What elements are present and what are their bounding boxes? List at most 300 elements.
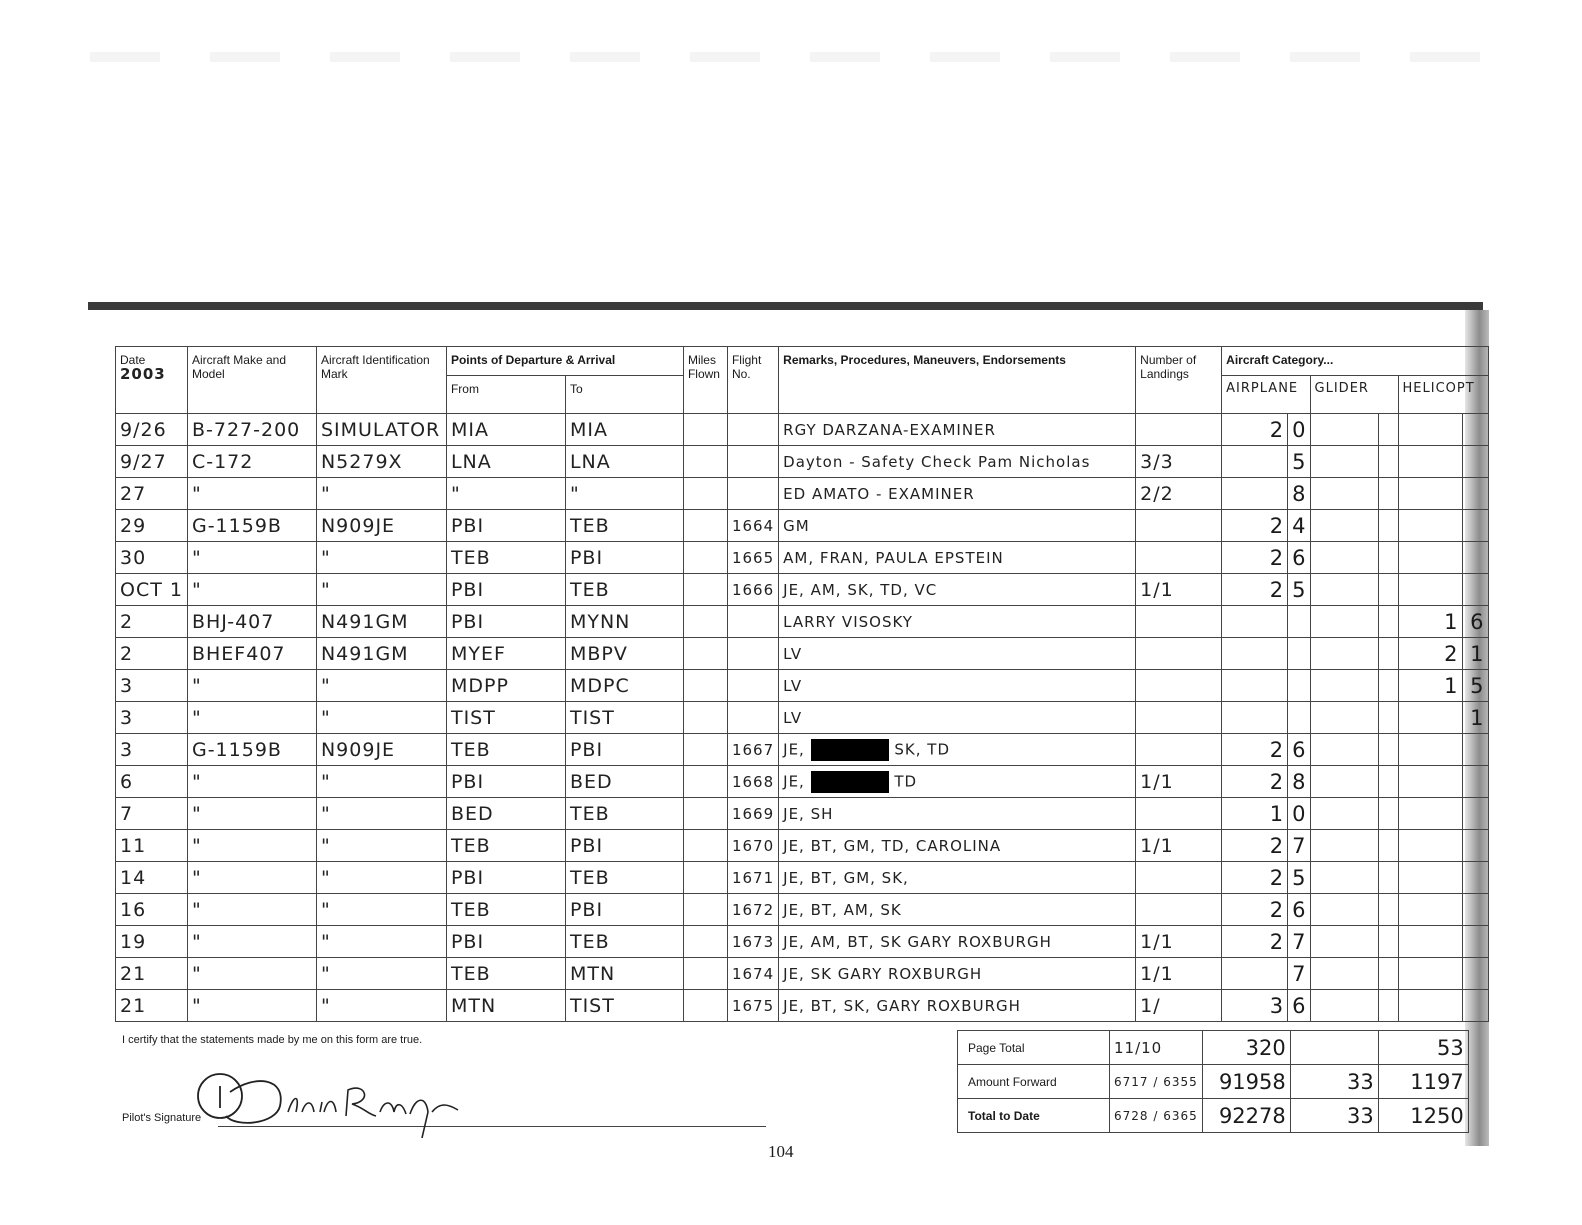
row-miles [683,478,727,510]
row-make-model: " [187,766,316,798]
row-remarks: AM, FRAN, PAULA EPSTEIN [779,542,1136,574]
row-to: MIA [565,414,683,446]
row-remarks: LV [779,702,1136,734]
header-flight-no: Flight No. [727,347,778,414]
row-landings: 1/1 [1136,766,1222,798]
row-heli-hours [1398,862,1462,894]
total-to-date-landings: 6728 / 6365 [1110,1099,1203,1133]
row-to: TIST [565,702,683,734]
row-glider-hours [1310,702,1378,734]
row-date: 7 [116,798,188,830]
row-from: PBI [446,574,565,606]
signature-caption: Pilot's Signature [122,1112,202,1124]
row-glider-hours [1310,606,1378,638]
row-landings [1136,798,1222,830]
row-flight-no: 1669 [727,798,778,830]
log-row [116,414,1489,446]
row-from: TEB [446,734,565,766]
row-airplane-hours: 2 [1222,542,1288,574]
amount-forward-label: Amount Forward [958,1065,1110,1099]
logbook-table [115,346,1489,1022]
row-miles [683,574,727,606]
row-make-model: " [187,542,316,574]
row-airplane-tenths: 6 [1288,542,1310,574]
row-remarks: JE, SK GARY ROXBURGH [779,958,1136,990]
header-date: Date 2003 [116,347,188,414]
row-from: PBI [446,926,565,958]
row-glider-hours [1310,478,1378,510]
row-heli-hours [1398,830,1462,862]
header-points: Points of Departure & Arrival [446,347,683,376]
log-row [116,766,1489,798]
page-total-row [958,1031,1469,1065]
row-heli-tenths [1462,574,1488,606]
remarks-text: JE, [783,772,805,790]
row-glider-tenths [1378,958,1398,990]
row-miles [683,606,727,638]
row-from: PBI [446,510,565,542]
row-heli-tenths [1462,926,1488,958]
row-landings: 2/2 [1136,478,1222,510]
row-miles [683,958,727,990]
row-remarks: GM [779,510,1136,542]
row-airplane-tenths: 7 [1288,958,1310,990]
row-glider-hours [1310,958,1378,990]
row-miles [683,702,727,734]
row-make-model: " [187,574,316,606]
row-heli-tenths [1462,510,1488,542]
row-landings [1136,702,1222,734]
header-cat-heli: HELICOPT [1398,376,1488,414]
amount-forward-landings: 6717 / 6355 [1110,1065,1203,1099]
row-to: TEB [565,510,683,542]
row-to: PBI [565,542,683,574]
header-category: Aircraft Category... [1222,347,1488,376]
row-from: MYEF [446,638,565,670]
row-make-model: " [187,990,316,1022]
log-row [116,510,1489,542]
row-glider-hours [1310,894,1378,926]
row-glider-tenths [1378,894,1398,926]
row-flight-no [727,702,778,734]
row-landings [1136,894,1222,926]
row-ident: " [316,478,446,510]
row-glider-tenths [1378,702,1398,734]
row-from: " [446,478,565,510]
row-remarks [779,766,1136,798]
row-remarks: JE, BT, SK, GARY ROXBURGH [779,990,1136,1022]
row-remarks: LV [779,670,1136,702]
row-airplane-hours: 2 [1222,574,1288,606]
log-row [116,894,1489,926]
row-ident: " [316,830,446,862]
row-airplane-hours: 2 [1222,926,1288,958]
row-glider-hours [1310,862,1378,894]
row-to: TEB [565,862,683,894]
row-heli-hours [1398,766,1462,798]
row-make-model: C-172 [187,446,316,478]
row-flight-no: 1672 [727,894,778,926]
row-flight-no: 1674 [727,958,778,990]
row-airplane-tenths: 5 [1288,446,1310,478]
log-row [116,990,1489,1022]
row-miles [683,990,727,1022]
row-flight-no: 1675 [727,990,778,1022]
row-ident: " [316,542,446,574]
row-make-model: " [187,830,316,862]
row-landings [1136,606,1222,638]
row-flight-no: 1665 [727,542,778,574]
row-ident: " [316,670,446,702]
row-airplane-tenths: 7 [1288,926,1310,958]
row-airplane-tenths: 8 [1288,478,1310,510]
page-total-glider [1290,1031,1378,1065]
row-glider-tenths [1378,830,1398,862]
row-glider-hours [1310,510,1378,542]
row-airplane-tenths: 6 [1288,734,1310,766]
row-landings [1136,670,1222,702]
row-heli-tenths [1462,798,1488,830]
row-to: MBPV [565,638,683,670]
row-date: 21 [116,958,188,990]
row-glider-tenths [1378,766,1398,798]
row-landings [1136,734,1222,766]
row-to: PBI [565,894,683,926]
row-airplane-tenths [1288,606,1310,638]
row-ident: " [316,798,446,830]
row-to: MTN [565,958,683,990]
row-glider-hours [1310,766,1378,798]
row-miles [683,830,727,862]
row-to: TEB [565,926,683,958]
row-glider-tenths [1378,510,1398,542]
row-glider-tenths [1378,862,1398,894]
row-airplane-hours: 1 [1222,798,1288,830]
row-airplane-hours: 2 [1222,862,1288,894]
row-miles [683,510,727,542]
row-heli-hours [1398,990,1462,1022]
row-date: 9/26 [116,414,188,446]
row-airplane-tenths [1288,702,1310,734]
header-miles: Miles Flown [683,347,727,414]
row-heli-hours [1398,478,1462,510]
row-heli-hours [1398,958,1462,990]
row-flight-no: 1671 [727,862,778,894]
row-airplane-hours: 2 [1222,894,1288,926]
row-flight-no: 1668 [727,766,778,798]
row-to: " [565,478,683,510]
row-date: 6 [116,766,188,798]
row-airplane-hours: 2 [1222,766,1288,798]
header-from: From [446,376,565,414]
log-row [116,606,1489,638]
row-glider-tenths [1378,478,1398,510]
row-heli-hours [1398,414,1462,446]
row-landings: 1/1 [1136,958,1222,990]
row-heli-hours [1398,542,1462,574]
row-glider-tenths [1378,574,1398,606]
totals-table [957,1030,1469,1133]
row-date: 21 [116,990,188,1022]
row-remarks: LARRY VISOSKY [779,606,1136,638]
row-make-model: G-1159B [187,510,316,542]
row-heli-tenths: 6 [1462,606,1488,638]
row-date: 9/27 [116,446,188,478]
row-date: 3 [116,734,188,766]
row-flight-no [727,446,778,478]
header-to: To [565,376,683,414]
total-to-date-label: Total to Date [958,1099,1110,1133]
pilot-signature [196,1072,476,1142]
row-miles [683,542,727,574]
page-total-label: Page Total [958,1031,1110,1065]
row-airplane-tenths: 0 [1288,798,1310,830]
row-glider-hours [1310,574,1378,606]
row-glider-tenths [1378,926,1398,958]
row-glider-hours [1310,798,1378,830]
row-landings [1136,510,1222,542]
page-total-airplane: 320 [1202,1031,1290,1065]
row-miles [683,446,727,478]
row-ident: N491GM [316,606,446,638]
row-to: TIST [565,990,683,1022]
row-date: 30 [116,542,188,574]
row-from: MIA [446,414,565,446]
row-remarks: ED AMATO - EXAMINER [779,478,1136,510]
total-to-date-airplane: 92278 [1202,1099,1290,1133]
row-make-model: G-1159B [187,734,316,766]
row-date: 14 [116,862,188,894]
log-row [116,830,1489,862]
row-landings [1136,862,1222,894]
row-ident: N909JE [316,510,446,542]
row-flight-no [727,606,778,638]
row-from: MTN [446,990,565,1022]
row-flight-no: 1670 [727,830,778,862]
row-from: PBI [446,862,565,894]
row-landings [1136,542,1222,574]
row-make-model: " [187,702,316,734]
row-flight-no [727,478,778,510]
row-miles [683,414,727,446]
amount-forward-glider: 33 [1290,1065,1378,1099]
row-ident: SIMULATOR [316,414,446,446]
row-to: MDPC [565,670,683,702]
row-landings: 3/3 [1136,446,1222,478]
row-airplane-tenths: 5 [1288,574,1310,606]
row-heli-hours [1398,926,1462,958]
row-ident: N5279X [316,446,446,478]
row-heli-tenths [1462,862,1488,894]
row-remarks [779,734,1136,766]
row-date: 2 [116,606,188,638]
header-ident-mark: Aircraft Identification Mark [316,347,446,414]
row-landings [1136,638,1222,670]
row-glider-hours [1310,926,1378,958]
row-heli-tenths [1462,830,1488,862]
row-glider-hours [1310,734,1378,766]
total-to-date-glider: 33 [1290,1099,1378,1133]
row-glider-tenths [1378,734,1398,766]
row-flight-no: 1664 [727,510,778,542]
row-miles [683,862,727,894]
row-airplane-hours [1222,638,1288,670]
row-ident: " [316,862,446,894]
log-row [116,446,1489,478]
row-glider-tenths [1378,670,1398,702]
row-from: TEB [446,830,565,862]
row-ident: " [316,990,446,1022]
row-glider-tenths [1378,990,1398,1022]
redaction-box [811,739,889,761]
remarks-text-tail: SK, TD [894,740,950,758]
row-glider-hours [1310,542,1378,574]
row-flight-no: 1667 [727,734,778,766]
row-glider-tenths [1378,446,1398,478]
page-top-edge [88,302,1483,310]
row-airplane-tenths: 6 [1288,990,1310,1022]
row-glider-tenths [1378,414,1398,446]
row-heli-tenths: 5 [1462,670,1488,702]
row-make-model: " [187,926,316,958]
row-glider-hours [1310,990,1378,1022]
log-row [116,702,1489,734]
row-from: MDPP [446,670,565,702]
redaction-box [811,771,889,793]
row-to: PBI [565,734,683,766]
row-date: 16 [116,894,188,926]
row-heli-tenths: 1 [1462,702,1488,734]
log-row [116,862,1489,894]
row-to: MYNN [565,606,683,638]
header-remarks: Remarks, Procedures, Maneuvers, Endorsements [779,347,1136,414]
header-year: 2003 [120,365,166,383]
row-remarks: JE, AM, BT, SK GARY ROXBURGH [779,926,1136,958]
amount-forward-airplane: 91958 [1202,1065,1290,1099]
row-date: 3 [116,702,188,734]
row-ident: N909JE [316,734,446,766]
row-miles [683,766,727,798]
row-from: TIST [446,702,565,734]
header-make-model: Aircraft Make and Model [187,347,316,414]
row-heli-tenths [1462,958,1488,990]
row-glider-hours [1310,414,1378,446]
faint-header-bleed [90,52,1480,62]
page-total-heli: 53 [1378,1031,1468,1065]
row-heli-tenths [1462,894,1488,926]
row-heli-hours [1398,734,1462,766]
header-landings: Number of Landings [1136,347,1222,414]
row-airplane-tenths: 7 [1288,830,1310,862]
row-heli-tenths: 1 [1462,638,1488,670]
row-airplane-tenths: 0 [1288,414,1310,446]
row-make-model: " [187,894,316,926]
row-ident: " [316,574,446,606]
log-row [116,478,1489,510]
header-cat-airplane: AIRPLANE [1222,376,1310,414]
row-heli-tenths [1462,478,1488,510]
row-heli-hours: 2 [1398,638,1462,670]
remarks-text-tail: TD [894,772,918,790]
row-miles [683,798,727,830]
row-airplane-hours [1222,670,1288,702]
row-to: TEB [565,798,683,830]
row-miles [683,926,727,958]
row-flight-no: 1673 [727,926,778,958]
row-remarks: RGY DARZANA-EXAMINER [779,414,1136,446]
log-row [116,542,1489,574]
row-heli-hours [1398,894,1462,926]
log-row [116,798,1489,830]
row-airplane-tenths [1288,670,1310,702]
total-to-date-heli: 1250 [1378,1099,1468,1133]
row-miles [683,638,727,670]
row-ident: " [316,766,446,798]
row-from: PBI [446,606,565,638]
row-airplane-tenths: 4 [1288,510,1310,542]
row-airplane-hours: 2 [1222,830,1288,862]
row-miles [683,670,727,702]
row-glider-tenths [1378,542,1398,574]
row-ident: " [316,702,446,734]
row-from: LNA [446,446,565,478]
row-airplane-tenths: 5 [1288,862,1310,894]
row-glider-hours [1310,670,1378,702]
row-airplane-hours [1222,702,1288,734]
row-airplane-hours [1222,606,1288,638]
row-heli-hours [1398,446,1462,478]
row-from: TEB [446,894,565,926]
log-row [116,574,1489,606]
row-landings [1136,414,1222,446]
log-row [116,958,1489,990]
log-row [116,926,1489,958]
row-make-model: B-727-200 [187,414,316,446]
amount-forward-heli: 1197 [1378,1065,1468,1099]
row-miles [683,894,727,926]
row-date: 19 [116,926,188,958]
row-glider-hours [1310,446,1378,478]
row-heli-hours [1398,510,1462,542]
row-to: TEB [565,574,683,606]
row-make-model: " [187,670,316,702]
page-total-landings: 11/10 [1110,1031,1203,1065]
amount-forward-row [958,1065,1469,1099]
row-heli-hours: 1 [1398,606,1462,638]
row-make-model: " [187,478,316,510]
row-landings: 1/1 [1136,574,1222,606]
page-number: 104 [768,1142,794,1161]
row-heli-tenths [1462,414,1488,446]
row-airplane-tenths: 8 [1288,766,1310,798]
row-make-model: " [187,862,316,894]
row-date: 29 [116,510,188,542]
row-airplane-hours: 2 [1222,510,1288,542]
row-remarks: JE, BT, GM, TD, CAROLINA [779,830,1136,862]
row-airplane-hours: 3 [1222,990,1288,1022]
row-to: BED [565,766,683,798]
row-ident: " [316,894,446,926]
row-date: 27 [116,478,188,510]
header-cat-glider: GLIDER [1310,376,1398,414]
row-date: 3 [116,670,188,702]
row-heli-tenths [1462,446,1488,478]
row-to: PBI [565,830,683,862]
row-make-model: " [187,958,316,990]
total-to-date-row [958,1099,1469,1133]
row-heli-tenths [1462,766,1488,798]
row-heli-tenths [1462,542,1488,574]
